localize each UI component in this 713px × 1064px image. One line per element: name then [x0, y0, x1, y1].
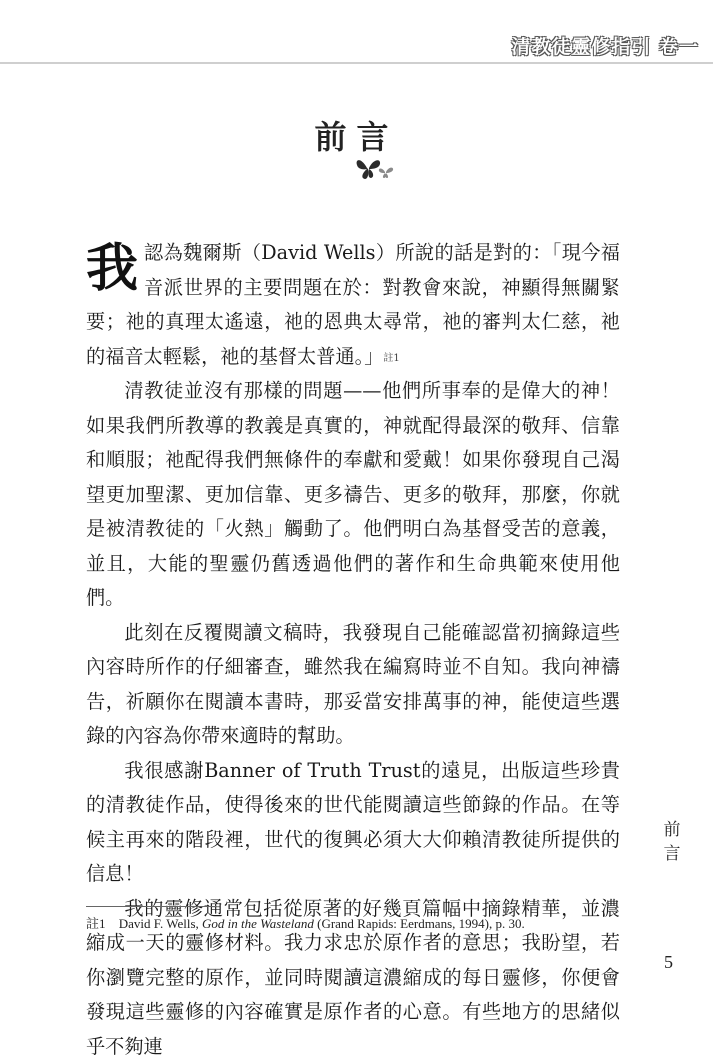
- footnote: [86, 913, 646, 932]
- footnote-rule: [86, 906, 216, 907]
- paragraph-3: 此刻在反覆閱讀文稿時，我發現自己能確認當初摘錄這些內容時所作的仔細審查，雖然我在編寫時並不自知。我向神禱告，祈願你在閱讀本書時，那妥當安排萬事的神，能使這些選錄的內容為你帶來適時的幫助。: [86, 616, 620, 754]
- side-tab: 前言: [660, 818, 684, 866]
- footnote-book-title: God in the Wasteland: [202, 916, 314, 931]
- page-number: 5: [664, 952, 673, 973]
- drop-cap: 我: [86, 240, 138, 298]
- footnote-author: David F. Wells,: [119, 916, 199, 931]
- paragraph-1-text: 認為魏爾斯（David Wells）所說的話是對的：「現今福音派世界的主要問題在於：對教會來說，神顯得無關緊要；祂的真理太遙遠，祂的恩典太尋常，祂的審判太仁慈，祂的福音太輕鬆，祂的基督太普通。」: [86, 241, 620, 368]
- paragraph-4: 我很感謝Banner of Truth Trust的遠見，出版這些珍貴的清教徒作品，使得後來的世代能閱讀這些節錄的作品。在等候主再來的階段裡，世代的復興必須大大仰賴清教徒所提供的信息！: [86, 754, 620, 892]
- footnote-publisher: (Grand Rapids: Eerdmans, 1994), p. 30.: [317, 916, 525, 931]
- footnote-reference[interactable]: 註1: [383, 353, 399, 364]
- paragraph-2: 清教徒並沒有那樣的問題——他們所事奉的是偉大的神！如果我們所教導的教義是真實的，神就配得最深的敬拜、信靠和順服；祂配得我們無條件的奉獻和愛戴！如果你發現自己渴望更加聖潔、更加信靠、更多禱告、更多的敬拜，那麼，你就是被清教徒的「火熱」觸動了。他們明白為基督受苦的意義，並且，大能的聖靈仍舊透過他們的著作和生命典範來使用他們。: [86, 374, 620, 616]
- butterfly-icon: [355, 155, 399, 181]
- footnote-label: 註1: [86, 916, 106, 931]
- paragraph-5: 我的靈修通常包括從原著的好幾頁篇幅中摘錄精華，並濃縮成一天的靈修材料。我力求忠於原作者的意思；我盼望，若你瀏覽完整的原作，並同時閱讀這濃縮成的每日靈修，你便會發現這些靈修的內容確實是原作者的心意。有些地方的思緒似乎不夠連: [86, 892, 620, 1064]
- chapter-title: 前言: [0, 112, 713, 158]
- paragraph-1: [86, 236, 620, 374]
- body-text: [86, 236, 620, 1064]
- running-head: 清教徒靈修指引 卷一: [511, 32, 699, 58]
